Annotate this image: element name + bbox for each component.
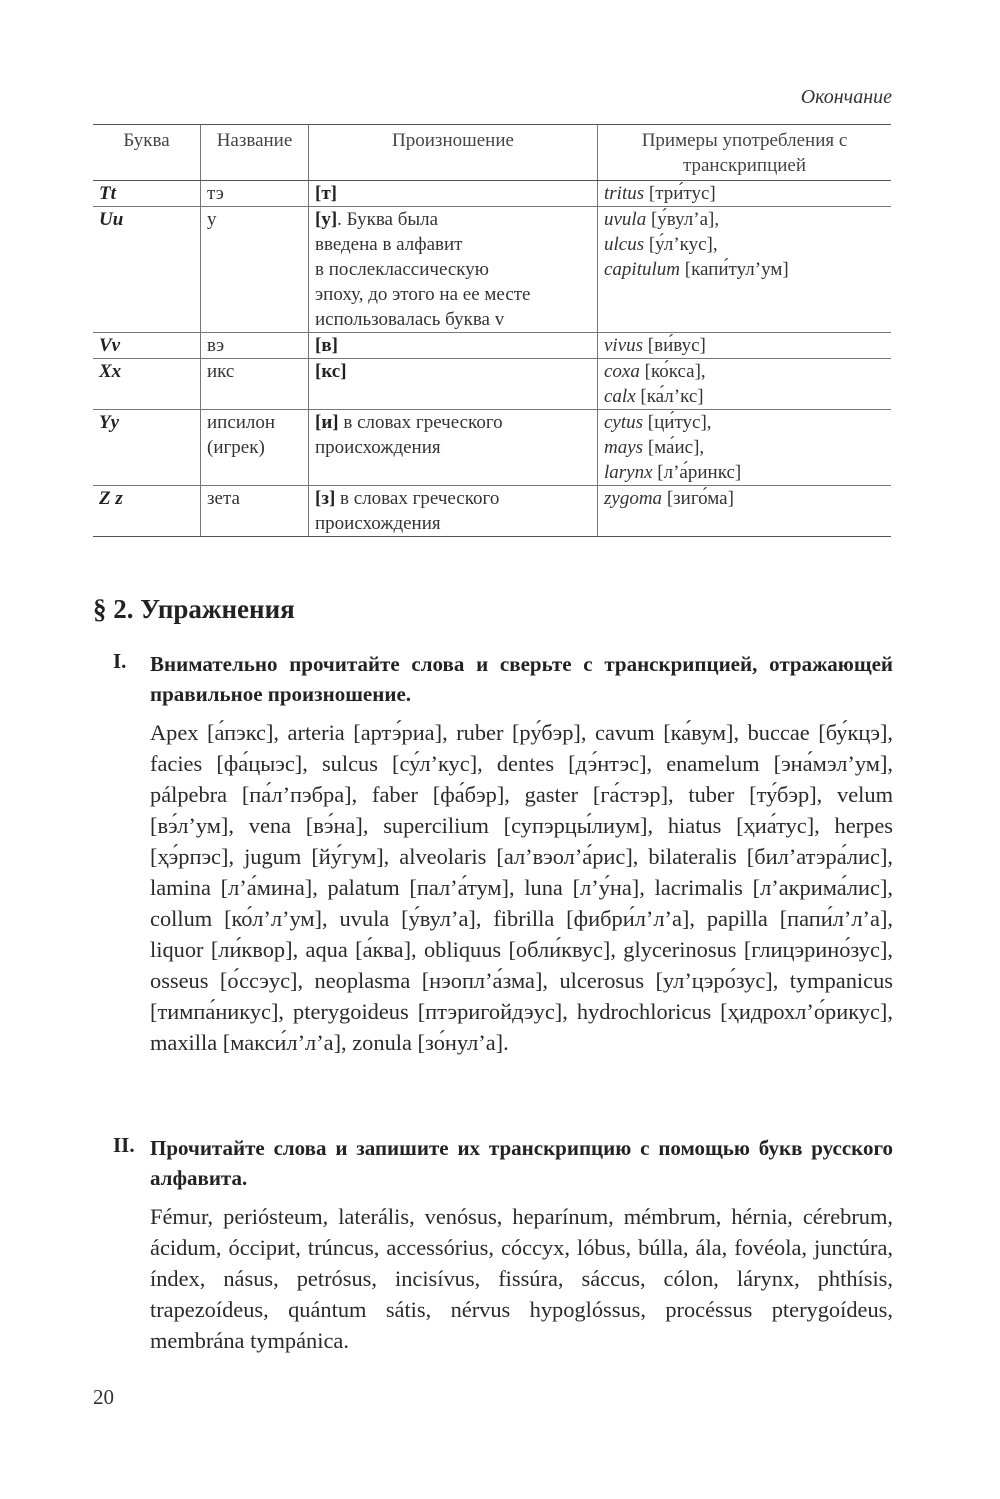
- exercise-task: Прочитайте слова и запишите их транскрипцию с помощью букв русского алфавита.: [150, 1136, 893, 1190]
- cell-letter: Uu: [93, 207, 201, 333]
- example-line: [604, 460, 885, 485]
- transcription: [ка́л’кс]: [635, 386, 704, 407]
- latin-word: uvula: [604, 209, 647, 230]
- example-line: [604, 359, 885, 384]
- pronunciation-text: введена в алфавит: [315, 234, 463, 255]
- exercise-2: [93, 1133, 893, 1356]
- latin-word: larynx: [604, 462, 653, 483]
- cell-examples: [598, 486, 892, 537]
- cell-letter: Vv: [93, 333, 201, 359]
- name-line: у: [207, 209, 217, 230]
- transcription: [три́тус]: [644, 183, 716, 204]
- header-letter: Буква: [93, 125, 201, 181]
- latin-word: tritus: [604, 183, 645, 204]
- pronunciation-text: происхождения: [315, 437, 441, 458]
- pronunciation-text: в послеклассическую: [315, 259, 489, 280]
- cell-pronunciation: [309, 333, 598, 359]
- cell-pronunciation: [309, 486, 598, 537]
- cell-examples: [598, 333, 892, 359]
- pronunciation-text: в словах греческого: [338, 412, 503, 433]
- example-line: [604, 232, 885, 257]
- cell-pronunciation: [309, 359, 598, 410]
- transcription: [у́л’кус],: [644, 234, 718, 255]
- cell-name: [201, 181, 309, 207]
- cell-name: [201, 333, 309, 359]
- pronunciation-text: в словах греческого: [335, 488, 500, 509]
- header-examples: Примеры употребления с транскрипцией: [598, 125, 892, 181]
- cell-pronunciation: [309, 181, 598, 207]
- example-line: [604, 384, 885, 409]
- table-row: [93, 486, 891, 537]
- pronunciation-sound: [у]: [315, 209, 338, 230]
- pronunciation-sound: [т]: [315, 183, 337, 204]
- cell-name: [201, 410, 309, 486]
- cell-name: [201, 486, 309, 537]
- example-line: [604, 486, 885, 511]
- table-row: [93, 207, 891, 333]
- transcription: [ко́кса],: [639, 361, 706, 382]
- example-line: [604, 333, 885, 358]
- pronunciation-text: . Буква была: [337, 209, 439, 230]
- pronunciation-text: эпоху, до этого на ее месте: [315, 284, 531, 305]
- latin-word: coxa: [604, 361, 640, 382]
- latin-word: vivus: [604, 335, 644, 356]
- alphabet-table: [93, 124, 891, 537]
- header-pronunciation: Произношение: [309, 125, 598, 181]
- example-line: [604, 257, 885, 282]
- pronunciation-line: [315, 181, 591, 206]
- transcription: [ци́тус],: [643, 412, 712, 433]
- exercise-body: Apex [а́пэкс], arteria [артэ́риа], ruber [ру́бэр], cavum [ка́вум], buccae [бу́кцэ], facies [фа́цыэс], sulcus [су́л’кус], dentes [дэ́нтэс], enamelum [эна́мэл’ум], pálpebra [па́л’пэбра], faber [фа́бэр], gaster [га́стэр], tuber [ту́бэр], velum [вэ́л’ум], vena [вэ́на], supercilium [супэрцы́лиум], hiatus [ҳиа́тус], herpes [ҳэ́рпэс], jugum [йу́гум], alveolaris [ал’вэол’а́рис], bilateralis [бил’атэра́лис], lamina [л’а́мина], palatum [пал’а́тум], luna [л’у́на], lacrimalis [л’акрима́лис], collum [ко́л’л’ум], uvula [у́вул’а], fibrilla [фибри́л’л’а], papilla [папи́л’л’а], liquor [ли́квор], aqua [а́ква], obliquus [обли́квус], glycerinosus [глицэрино́зус], osseus [о́ссэус], neoplasma [нэопл’а́зма], ulcerosus [ул’цэро́зус], tympanicus [тимпа́никус], pterygoideus [птэригойдэус], hydrochloricus [ҳидрохл’о́рикус], maxilla [макси́л’л’а], zonula [зо́нул’а].: [150, 720, 893, 1056]
- name-line: зета: [207, 488, 240, 509]
- table-row: [93, 359, 891, 410]
- name-line: ипсилон: [207, 412, 276, 433]
- running-head: Окончание: [800, 86, 892, 108]
- pronunciation-sound: [кс]: [315, 361, 347, 382]
- name-line: икс: [207, 361, 235, 382]
- pronunciation-line: [315, 486, 591, 511]
- cell-name: [201, 359, 309, 410]
- pronunciation-sound: [и]: [315, 412, 339, 433]
- transcription: [у́вул’а],: [646, 209, 720, 230]
- cell-name: [201, 207, 309, 333]
- example-line: [604, 207, 885, 232]
- transcription: [ма́ис],: [643, 437, 705, 458]
- cell-pronunciation: [309, 410, 598, 486]
- exercise-body: Fémur, perióstеum, laterális, venósus, heparínum, mémbrum, hérnia, cérebrum, ácidum, óccipиt, trúncus, accessórius, cóccyx, lóbus, búlla, ála, fovéola, junctúra, índex, násus, petrósus, incisívus, fissúra, sáccus, cólon, lárynx, phthísis, trapezoídeus, quántum sátis, nérvus hypoglóssus, procéssus pterygoídeus, membrána tympánica.: [150, 1204, 893, 1354]
- exercise-number: I.: [113, 649, 127, 673]
- cell-letter: Tt: [93, 181, 201, 207]
- cell-pronunciation: [309, 207, 598, 333]
- cell-examples: [598, 410, 892, 486]
- example-line: [604, 435, 885, 460]
- cell-letter: Z z: [93, 486, 201, 537]
- name-line: тэ: [207, 183, 224, 204]
- table-body: [93, 181, 891, 537]
- pronunciation-line: [315, 333, 591, 358]
- example-line: [604, 410, 885, 435]
- transcription: [ви́вус]: [643, 335, 706, 356]
- pronunciation-sound: [в]: [315, 335, 338, 356]
- pronunciation-sound: [з]: [315, 488, 336, 509]
- exercise-number: II.: [113, 1133, 135, 1157]
- section-title: § 2. Упражнения: [93, 594, 295, 624]
- transcription: [капи́тул’ум]: [680, 259, 789, 280]
- latin-word: zygoma: [604, 488, 663, 509]
- exercise-task: Внимательно прочитайте слова и сверьте с транскрипцией, отражающей правильное произношение.: [150, 652, 893, 706]
- table-header-row: [93, 125, 891, 181]
- pronunciation-line: [315, 207, 591, 232]
- latin-word: capitulum: [604, 259, 680, 280]
- page-number: 20: [93, 1385, 114, 1409]
- exercise-1: [93, 649, 893, 1059]
- table-row: [93, 410, 891, 486]
- header-name: Название: [201, 125, 309, 181]
- name-line: вэ: [207, 335, 225, 356]
- cell-letter: Yy: [93, 410, 201, 486]
- name-line: (игрек): [207, 437, 265, 458]
- table-row: [93, 333, 891, 359]
- transcription: [зиго́ма]: [662, 488, 734, 509]
- latin-word: mays: [604, 437, 644, 458]
- latin-word: cytus: [604, 412, 644, 433]
- pronunciation-text: использовалась буква v: [315, 309, 505, 330]
- table-row: [93, 181, 891, 207]
- transcription: [л’а́ринкс]: [652, 462, 742, 483]
- pronunciation-line: [315, 359, 591, 384]
- cell-examples: [598, 359, 892, 410]
- latin-word: ulcus: [604, 234, 645, 255]
- pronunciation-text: происхождения: [315, 513, 441, 534]
- cell-examples: [598, 207, 892, 333]
- latin-word: calx: [604, 386, 636, 407]
- example-line: [604, 181, 885, 206]
- cell-letter: Xx: [93, 359, 201, 410]
- pronunciation-line: [315, 410, 591, 435]
- cell-examples: [598, 181, 892, 207]
